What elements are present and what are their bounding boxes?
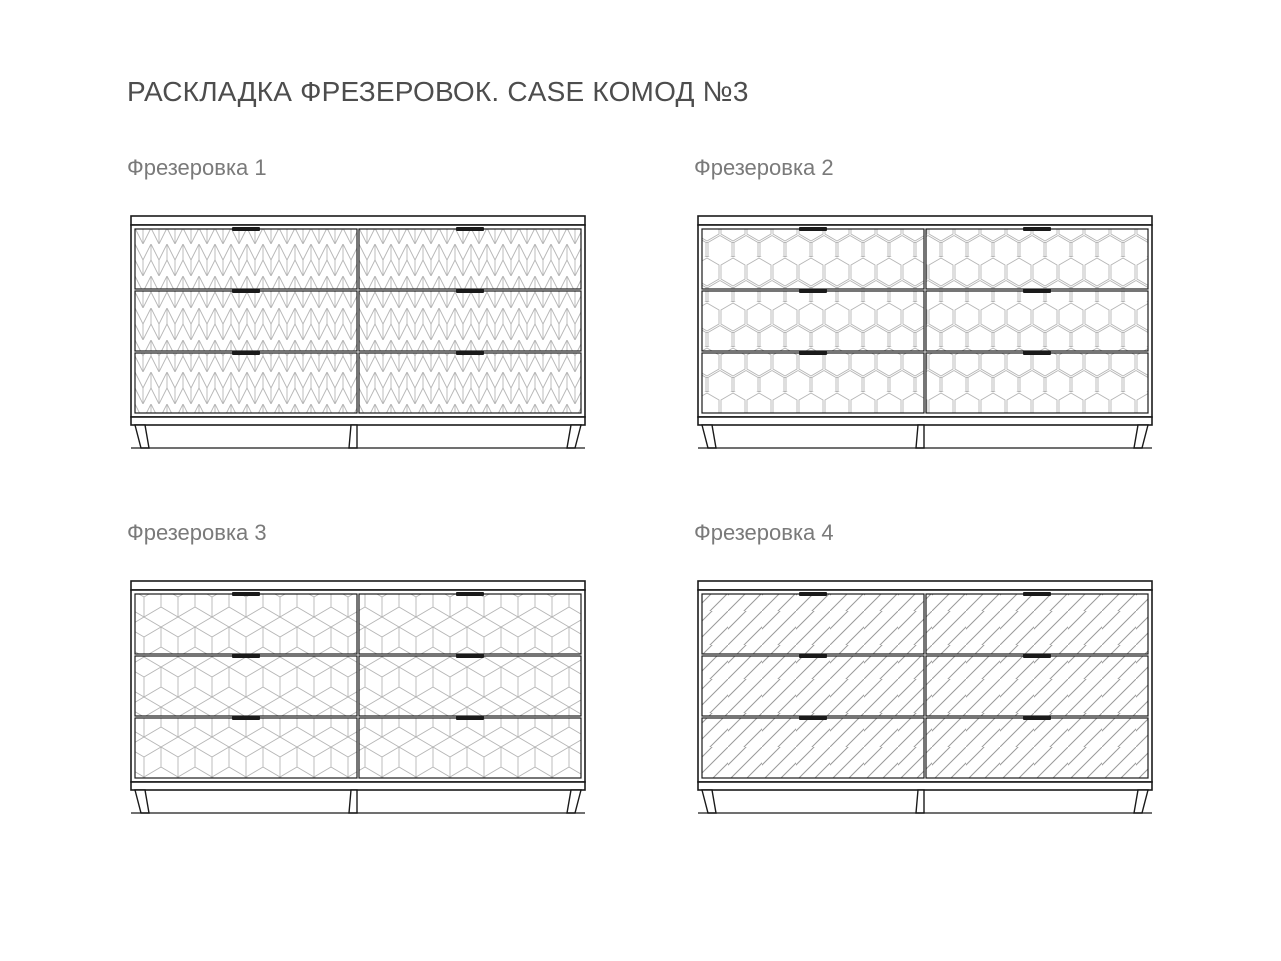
diagram-panel-4 [694,520,1156,817]
panel-4-label: Фрезеровка 4 [694,520,834,545]
diagram-panel-2 [694,155,1156,452]
dresser-3 [127,577,589,817]
dresser-4 [694,577,1156,817]
dresser-2 [694,212,1156,452]
dresser-1 [127,212,589,452]
panel-1-label: Фрезеровка 1 [127,155,267,180]
panel-3-label: Фрезеровка 3 [127,520,267,545]
diagram-panel-3 [127,520,589,817]
panel-2-label: Фрезеровка 2 [694,155,834,180]
page-title: РАСКЛАДКА ФРЕЗЕРОВОК. CASE КОМОД №3 [127,76,749,107]
diagram-panel-1 [127,155,589,452]
